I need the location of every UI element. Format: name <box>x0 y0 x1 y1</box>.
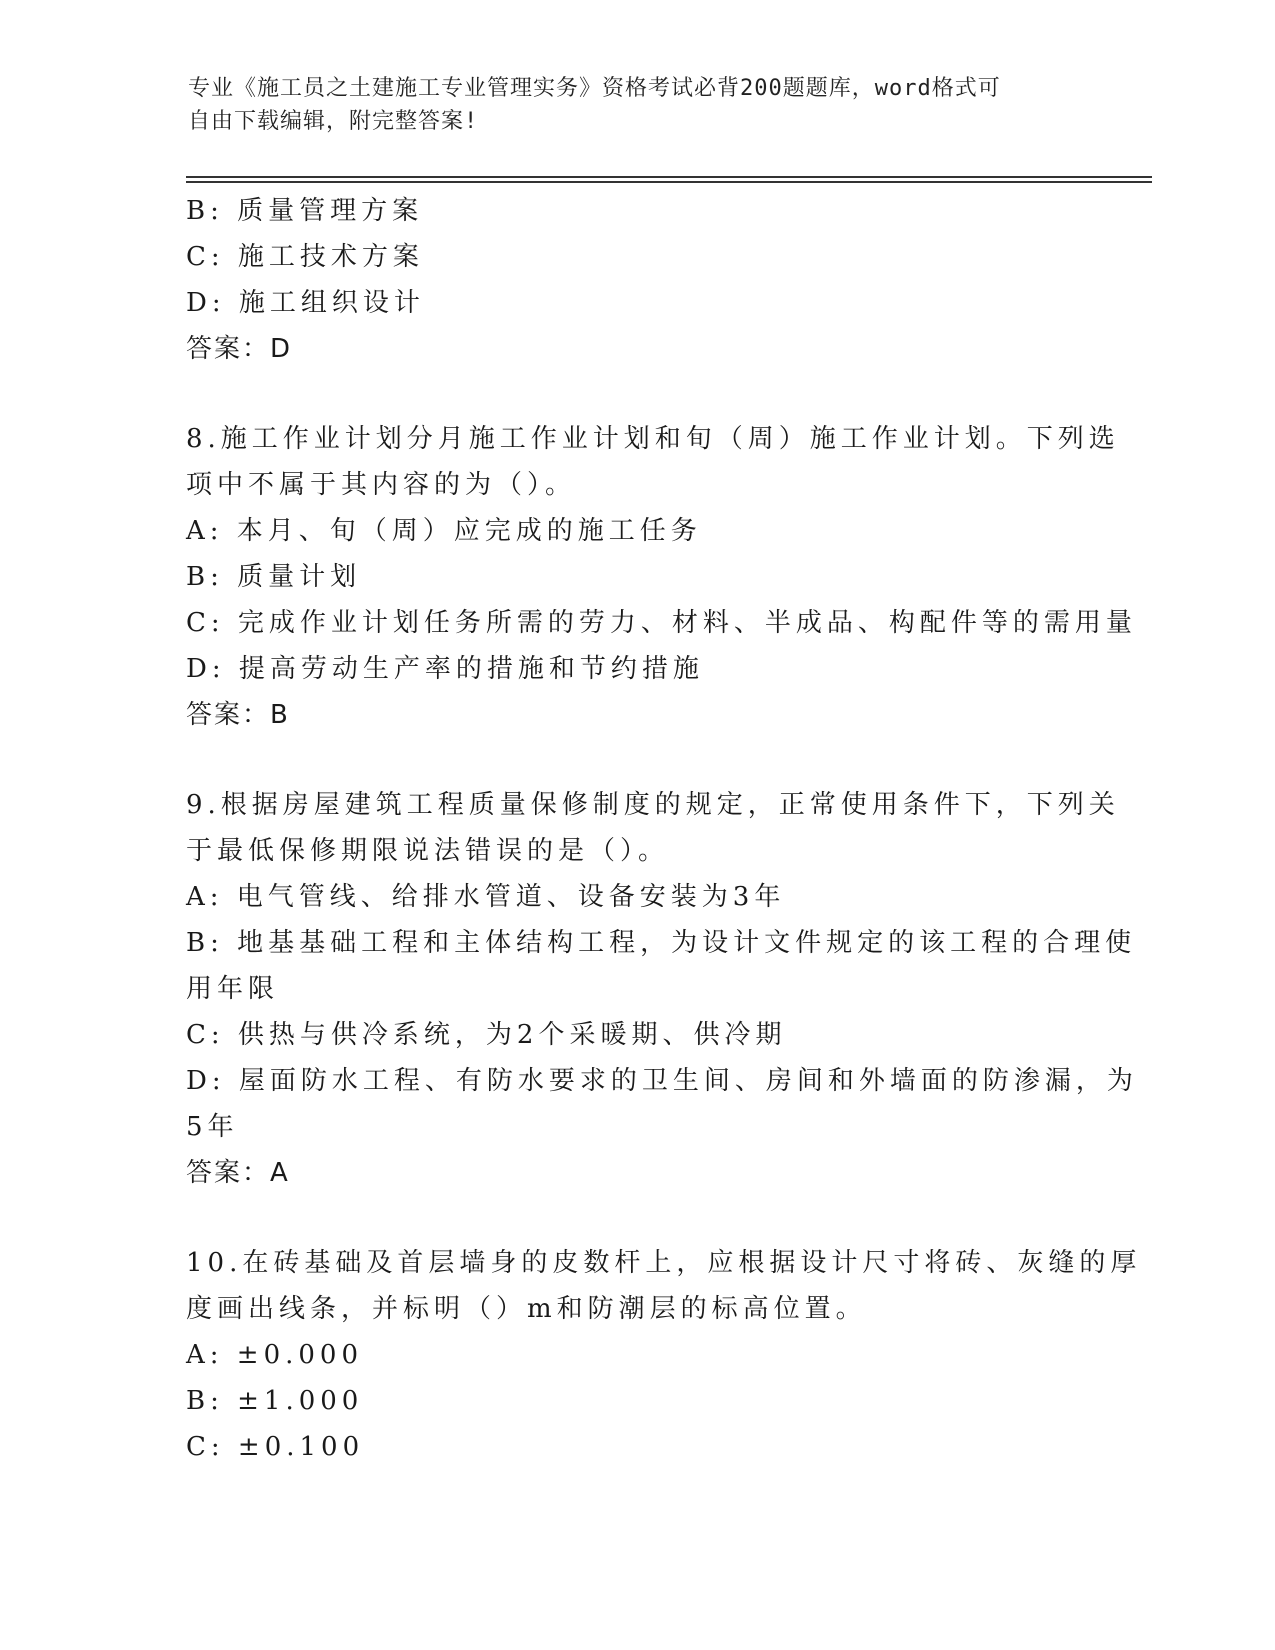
question-text-line: 于最低保修期限说法错误的是（）。 <box>186 836 670 866</box>
option-a: A: 电气管线、给排水管道、设备安装为3年 <box>186 882 786 912</box>
document-body <box>186 188 1142 1470</box>
header-line-1: 专业《施工员之土建施工专业管理实务》资格考试必背200题题库，word格式可 <box>188 76 1001 101</box>
option-c: C: 施工技术方案 <box>186 242 424 272</box>
option-b: B: ±1.000 <box>186 1386 364 1416</box>
option-b: B: 地基基础工程和主体结构工程，为设计文件规定的该工程的合理使 <box>186 928 1137 958</box>
question-10 <box>186 1240 1142 1470</box>
header-divider-bottom <box>186 181 1152 183</box>
answer-label: 答案：A <box>186 1158 290 1188</box>
question-text-line: 项中不属于其内容的为（）。 <box>186 470 577 500</box>
question-7-continuation <box>186 188 1086 372</box>
question-9 <box>186 782 1138 1196</box>
option-c: C: 完成作业计划任务所需的劳力、材料、半成品、构配件等的需用量 <box>186 608 1137 638</box>
option-b-continued: 用年限 <box>186 974 280 1004</box>
document-header <box>188 72 1068 138</box>
option-c: C: 供热与供冷系统，为2个采暖期、供冷期 <box>186 1020 787 1050</box>
header-line-2: 自由下载编辑，附完整答案! <box>188 109 479 134</box>
question-text-line: 8.施工作业计划分月施工作业计划和旬（周）施工作业计划。下列选 <box>186 424 1120 454</box>
answer-label: 答案：D <box>186 334 293 364</box>
question-text-line: 10.在砖基础及首层墙身的皮数杆上，应根据设计尺寸将砖、灰缝的厚 <box>186 1248 1142 1278</box>
question-8 <box>186 416 1137 738</box>
answer-label: 答案：B <box>186 700 290 730</box>
option-b: B: 质量管理方案 <box>186 196 424 226</box>
question-text-line: 度画出线条，并标明（）m和防潮层的标高位置。 <box>186 1294 867 1324</box>
option-b: B: 质量计划 <box>186 562 362 592</box>
option-d: D: 提高劳动生产率的措施和节约措施 <box>186 654 704 684</box>
option-d-continued: 5年 <box>186 1112 239 1142</box>
option-d: D: 屋面防水工程、有防水要求的卫生间、房间和外墙面的防渗漏，为 <box>186 1066 1138 1096</box>
question-text-line: 9.根据房屋建筑工程质量保修制度的规定，正常使用条件下，下列关 <box>186 790 1120 820</box>
option-d: D: 施工组织设计 <box>186 288 425 318</box>
header-divider-top <box>186 176 1152 178</box>
option-a: A: 本月、旬（周）应完成的施工任务 <box>186 516 702 546</box>
option-c: C: ±0.100 <box>186 1432 365 1462</box>
option-a: A: ±0.000 <box>186 1340 364 1370</box>
